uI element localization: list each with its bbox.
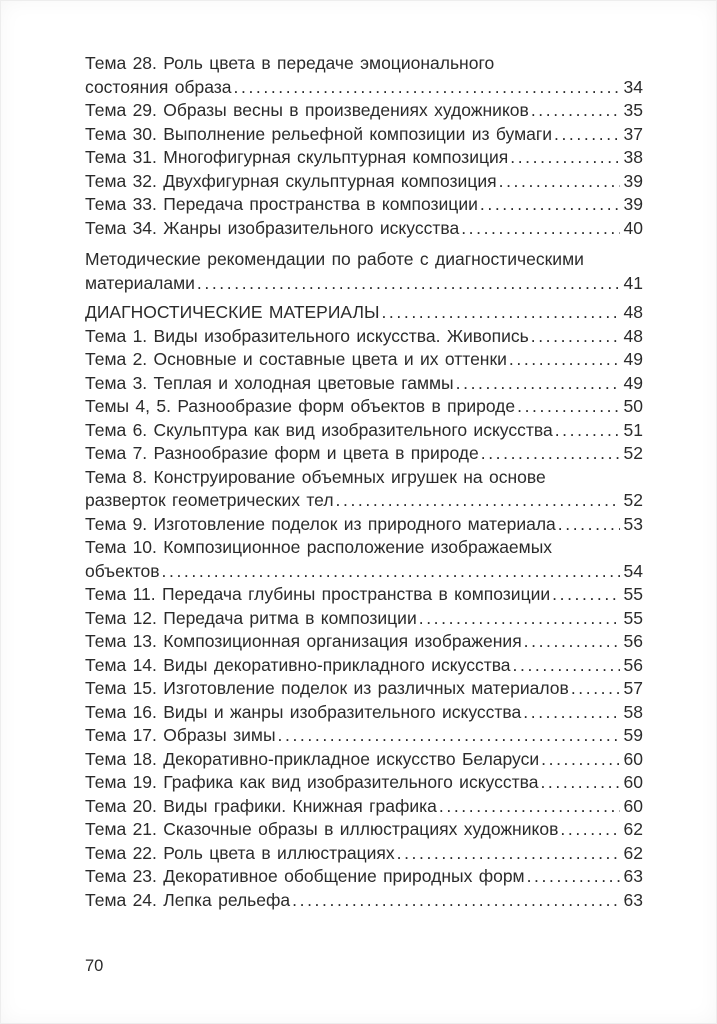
dot-leader	[509, 348, 620, 372]
toc-line	[85, 99, 643, 123]
dot-leader	[439, 795, 620, 819]
toc-line-text: Тема 8. Конструирование объемных игрушек на основе	[85, 466, 546, 487]
dot-leader	[292, 889, 619, 913]
toc-line	[85, 217, 643, 241]
toc-page-number: 56	[623, 654, 643, 675]
dot-leader	[397, 842, 620, 866]
toc-page-number: 54	[623, 560, 643, 581]
toc-line-text: Тема 10. Композиционное расположение изображаемых	[85, 537, 553, 557]
toc-line-text: Темы 4, 5. Разнообразие форм объектов в природе	[85, 396, 516, 416]
toc-line-text: ДИАГНОСТИЧЕСКИЕ МАТЕРИАЛЫ	[85, 302, 380, 322]
toc-line-text: объектов	[85, 560, 160, 581]
toc-page-number: 35	[623, 100, 643, 120]
toc-page-number: 52	[623, 443, 643, 463]
toc-page-number: 63	[623, 866, 643, 886]
dot-leader	[523, 701, 619, 725]
toc-page-number: 49	[623, 372, 643, 393]
dot-leader	[499, 170, 620, 194]
toc-page-number: 52	[623, 490, 643, 510]
toc-line	[85, 583, 643, 607]
toc-page-number: 38	[623, 147, 643, 167]
dot-leader	[541, 748, 619, 772]
toc-line-text: Тема 31. Многофигурная скульптурная композиция	[85, 147, 509, 167]
dot-leader	[571, 677, 620, 701]
toc-line-text: Тема 6. Скульптура как вид изобразительного искусства	[85, 419, 553, 440]
toc-line-text: Тема 22. Роль цвета в иллюстрациях	[85, 842, 395, 863]
toc-section-heading	[85, 301, 643, 325]
toc-line	[85, 419, 643, 443]
toc-line-text: Тема 33. Передача пространства в композиции	[85, 194, 478, 214]
dot-leader	[560, 818, 619, 842]
toc-line-text: Тема 32. Двухфигурная скульптурная композиция	[85, 170, 497, 191]
dot-leader	[531, 99, 620, 123]
toc-line	[85, 372, 643, 396]
toc-line-text: Тема 13. Композиционная организация изображения	[85, 631, 522, 651]
dot-leader	[278, 724, 620, 748]
toc-page-number: 40	[623, 217, 643, 238]
dot-leader	[558, 513, 620, 537]
toc-line-text: Тема 15. Изготовление поделок из различных материалов	[85, 678, 569, 698]
toc-page-number: 48	[623, 325, 643, 346]
toc-line-text: Тема 14. Виды декоративно-прикладного искусства	[85, 654, 511, 675]
toc-line	[85, 76, 643, 100]
folio-page-number: 70	[85, 957, 104, 975]
dot-leader	[162, 560, 620, 584]
toc-line	[85, 52, 643, 76]
toc-line	[85, 701, 643, 725]
toc-line-text: Тема 7. Разнообразие форм и цвета в природе	[85, 443, 479, 463]
toc-page-number: 49	[623, 349, 643, 369]
dot-leader	[524, 630, 620, 654]
toc-page-number: 58	[623, 701, 643, 722]
toc-page-number: 37	[623, 123, 643, 144]
toc-line-text: Тема 29. Образы весны в произведениях художников	[85, 100, 529, 120]
toc-line-text: Тема 19. Графика как вид изобразительного искусства	[85, 772, 539, 792]
toc-line	[85, 560, 643, 584]
toc-page-number: 62	[623, 819, 643, 839]
toc-line	[85, 146, 643, 170]
dot-leader	[461, 217, 619, 241]
toc-line-text: материалами	[85, 272, 195, 293]
toc-line-text: Методические рекомендации по работе с диагностическими	[85, 249, 584, 269]
toc-page-number: 55	[623, 607, 643, 628]
toc-page-number: 41	[623, 272, 643, 293]
toc-page-number: 62	[623, 842, 643, 863]
toc-page-number: 48	[623, 302, 643, 322]
toc-line-text: Тема 9. Изготовление поделок из природного материала	[85, 513, 556, 534]
dot-leader	[552, 583, 619, 607]
toc-line	[85, 170, 643, 194]
dot-leader	[554, 123, 620, 147]
toc-line	[85, 630, 643, 654]
toc-line	[85, 818, 643, 842]
toc-page-number: 53	[623, 513, 643, 534]
toc-line-text: Тема 18. Декоративно-прикладное искусство Беларуси	[85, 748, 540, 769]
toc-page-number: 60	[623, 748, 643, 769]
dot-leader	[540, 771, 619, 795]
toc-line	[85, 395, 643, 419]
toc-line	[85, 272, 643, 296]
toc-page-number: 60	[623, 772, 643, 792]
dot-leader	[336, 489, 620, 513]
toc-line-text: Тема 1. Виды изобразительного искусства. Живопись	[85, 325, 529, 346]
dot-leader	[531, 325, 620, 349]
dot-leader	[419, 607, 620, 631]
toc-line-text: Тема 24. Лепка рельефа	[85, 889, 291, 910]
toc-page-number: 59	[623, 725, 643, 745]
toc-line	[85, 607, 643, 631]
toc-line	[85, 771, 643, 795]
toc-line-text: Тема 28. Роль цвета в передаче эмоционального	[85, 53, 495, 73]
toc-line	[85, 536, 643, 560]
toc-line-text: Тема 17. Образы зимы	[85, 725, 276, 745]
dot-leader	[517, 395, 619, 419]
toc-page-number: 56	[623, 631, 643, 651]
toc-line	[85, 248, 643, 272]
toc-line-text: Тема 3. Теплая и холодная цветовые гаммы	[85, 372, 454, 393]
toc-line	[85, 513, 643, 537]
dot-leader	[555, 419, 620, 443]
dot-leader	[197, 272, 620, 296]
toc-line-text: разверток геометрических тел	[85, 490, 334, 510]
toc-page-number: 60	[623, 795, 643, 816]
dot-leader	[456, 372, 620, 396]
toc-line-text: Тема 20. Виды графики. Книжная графика	[85, 795, 437, 816]
toc-line	[85, 677, 643, 701]
toc-line	[85, 489, 643, 513]
dot-leader	[527, 865, 620, 889]
toc-line-text: Тема 16. Виды и жанры изобразительного искусства	[85, 701, 522, 722]
toc-line-text: Тема 34. Жанры изобразительного искусства	[85, 217, 460, 238]
dot-leader	[381, 301, 619, 325]
toc-page-number: 51	[623, 419, 643, 440]
toc-line-text: Тема 23. Декоративное обобщение природных форм	[85, 866, 525, 886]
toc-line	[85, 325, 643, 349]
table-of-contents	[85, 52, 643, 912]
toc-line-text: Тема 12. Передача ритма в композиции	[85, 607, 417, 628]
toc-line-text: состояния образа	[85, 76, 232, 97]
toc-line-text: Тема 11. Передача глубины пространства в композиции	[85, 584, 551, 604]
dot-leader	[481, 442, 620, 466]
toc-line	[85, 654, 643, 678]
toc-line	[85, 889, 643, 913]
toc-line-text: Тема 21. Сказочные образы в иллюстрациях художников	[85, 819, 559, 839]
toc-line	[85, 193, 643, 217]
toc-line	[85, 865, 643, 889]
toc-page-number: 55	[623, 584, 643, 604]
dot-leader	[510, 146, 619, 170]
toc-line	[85, 123, 643, 147]
toc-page-number: 57	[623, 678, 643, 698]
toc-page-number: 50	[623, 396, 643, 416]
toc-line	[85, 795, 643, 819]
dot-leader	[513, 654, 620, 678]
toc-line	[85, 842, 643, 866]
toc-line	[85, 748, 643, 772]
toc-line-text: Тема 30. Выполнение рельефной композиции из бумаги	[85, 123, 552, 144]
toc-page-number: 39	[623, 194, 643, 214]
toc-line	[85, 348, 643, 372]
toc-page-number: 63	[623, 889, 643, 910]
toc-line	[85, 466, 643, 490]
dot-leader	[480, 193, 620, 217]
toc-line	[85, 724, 643, 748]
dot-leader	[234, 76, 620, 100]
toc-line	[85, 442, 643, 466]
toc-line-text: Тема 2. Основные и составные цвета и их оттенки	[85, 349, 507, 369]
toc-page-number: 34	[623, 76, 643, 97]
toc-page-number: 39	[623, 170, 643, 191]
